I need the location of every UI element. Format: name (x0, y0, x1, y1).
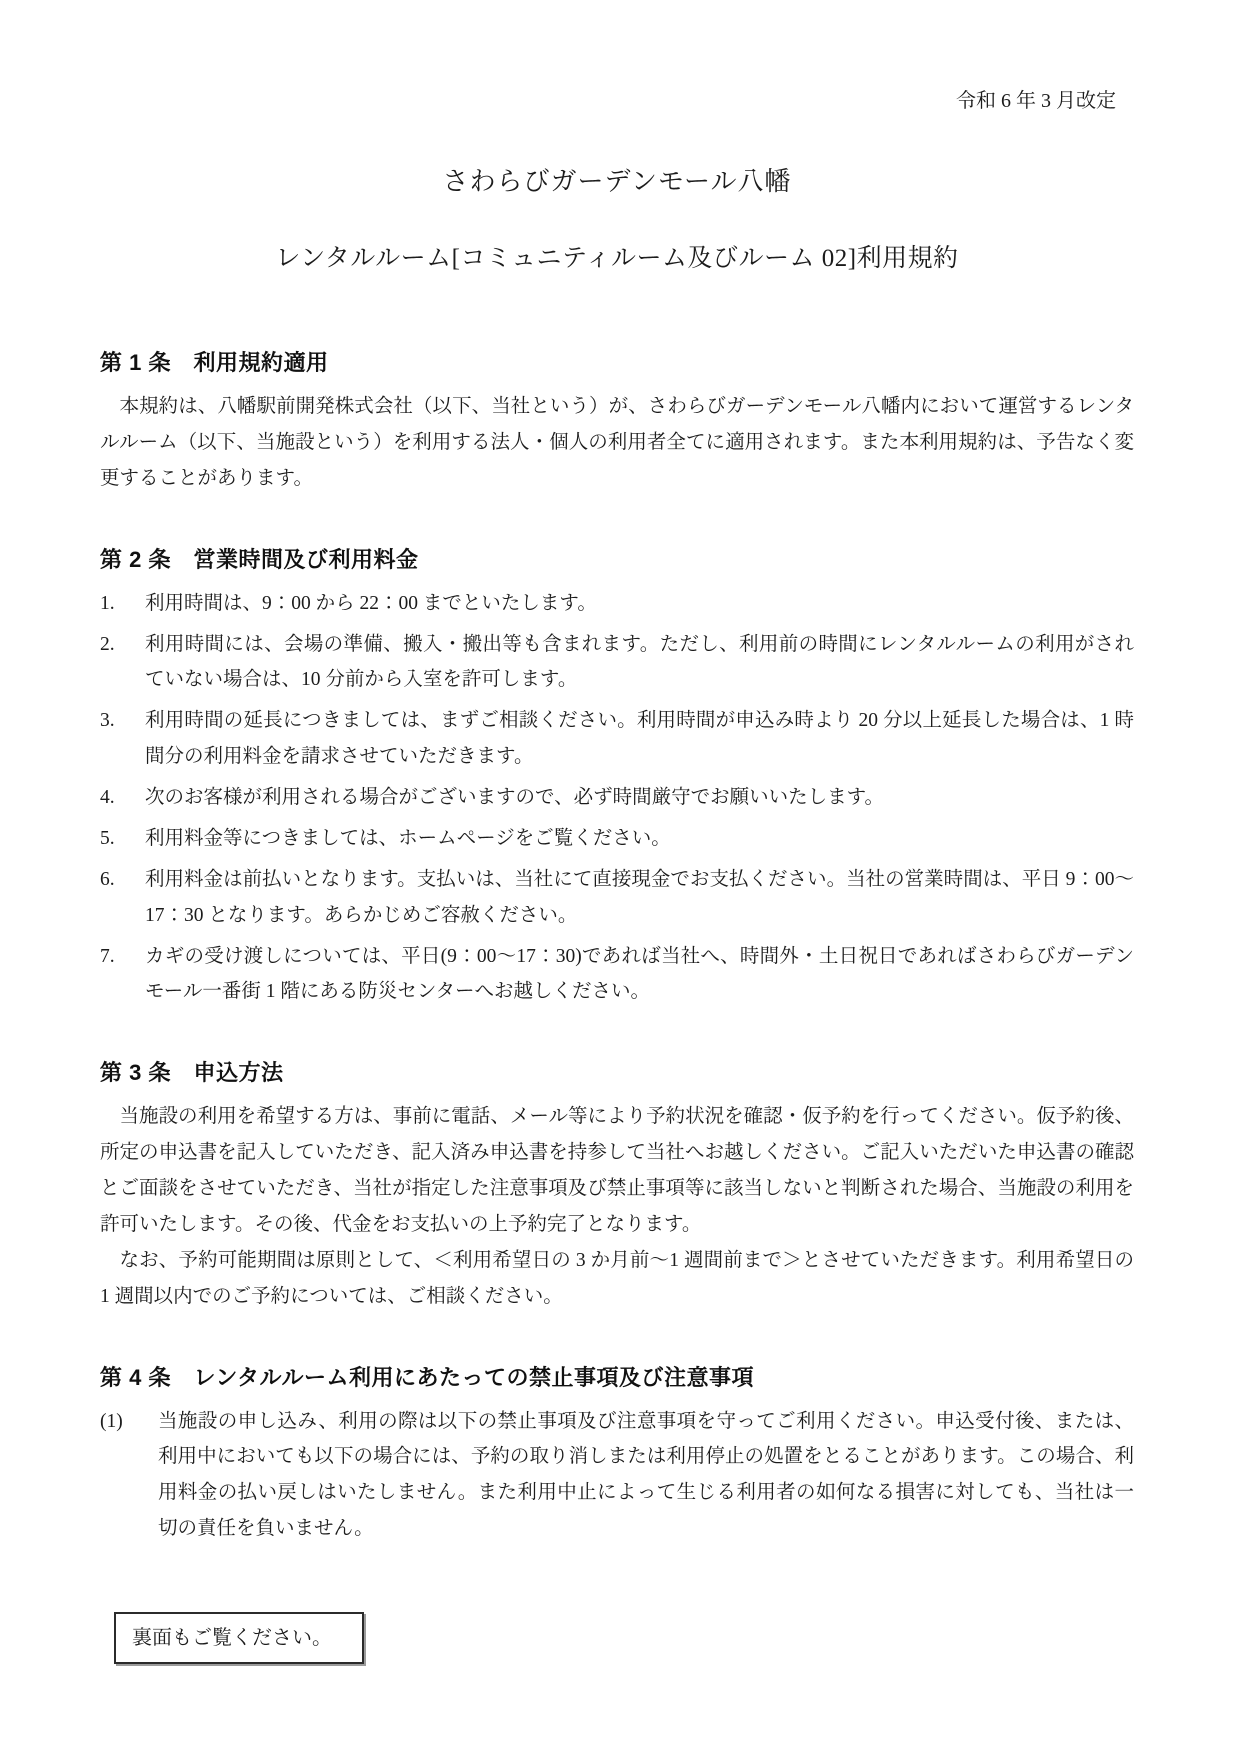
back-page-notice-text: 裏面もご覧ください。 (132, 1627, 332, 1649)
list-item-number: (1) (100, 1410, 123, 1432)
list-item (100, 821, 1134, 857)
article-1 (100, 346, 1134, 497)
list-item (100, 703, 1134, 775)
list-item-number: 2. (100, 633, 115, 655)
list-item (100, 586, 1134, 622)
article-3-paragraph: 当施設の利用を希望する方は、事前に電話、メール等により予約状況を確認・仮予約を行ってください。仮予約後、所定の申込書を記入していただき、記入済み申込書を持参して当社へお越しください。ご記入いただいた申込書の確認とご面談をさせていただき、当社が指定した注意事項及び禁止事項等に該当しないと判断された場合、当施設の利用を許可いたします。その後、代金をお支払いの上予約完了となります。 (100, 1106, 1134, 1235)
article-3-heading: 第 3 条 申込方法 (100, 1060, 284, 1086)
article-4-heading: 第 4 条 レンタルルーム利用にあたっての禁止事項及び注意事項 (100, 1364, 754, 1390)
list-item-number: 6. (100, 868, 115, 890)
list-item-text: 利用料金は前払いとなります。支払いは、当社にて直接現金でお支払ください。当社の営業時間は、平日 9：00～17：30 となります。あらかじめご容赦ください。 (145, 868, 1134, 926)
list-item-text: カギの受け渡しについては、平日(9：00～17：30)であれば当社へ、時間外・土日祝日であればさわらびガーデンモール一番街 1 階にある防災センターへお越しください。 (145, 945, 1134, 1003)
back-page-notice-box (114, 1612, 364, 1664)
list-item (100, 780, 1134, 816)
revision-date: 令和 6 年 3 月改定 (956, 90, 1116, 112)
article-4 (100, 1361, 1134, 1548)
list-item (100, 627, 1134, 699)
list-item (100, 862, 1134, 934)
list-item-text: 当施設の申し込み、利用の際は以下の禁止事項及び注意事項を守ってご利用ください。申込受付後、または、利用中においても以下の場合には、予約の取り消しまたは利用停止の処置をとることがあります。この場合、利用料金の払い戻しはいたしません。また利用中止によって生じる利用者の如何なる損害に対しても、当社は一切の責任を負いません。 (158, 1410, 1134, 1540)
list-item-text: 利用時間の延長につきましては、まずご相談ください。利用時間が申込み時より 20 分以上延長した場合は、1 時間分の利用料金を請求させていただきます。 (145, 710, 1134, 768)
list-item-number: 7. (100, 945, 115, 967)
article-3-paragraph: なお、予約可能期間は原則として、＜利用希望日の 3 か月前～1 週間前まで＞とさせていただきます。利用希望日の 1 週間以内でのご予約については、ご相談ください。 (100, 1249, 1134, 1307)
list-item-text: 利用時間は、9：00 から 22：00 までといたします。 (145, 592, 597, 614)
article-2-heading: 第 2 条 営業時間及び利用料金 (100, 546, 419, 572)
list-item-number: 1. (100, 592, 115, 614)
article-1-heading: 第 1 条 利用規約適用 (100, 350, 329, 375)
list-item-text: 次のお客様が利用される場合がございますので、必ず時間厳守でお願いいたします。 (145, 787, 885, 808)
document-subtitle: レンタルルーム[コミュニティルーム及びルーム 02]利用規約 (275, 245, 959, 272)
article-2 (100, 543, 1134, 1011)
list-item-number: 3. (100, 710, 115, 732)
list-item-number: 5. (100, 827, 115, 849)
document-title: さわらびガーデンモール八幡 (442, 167, 792, 196)
article-2-list (100, 586, 1134, 1011)
list-item-text: 利用時間には、会場の準備、搬入・搬出等も含まれます。ただし、利用前の時間にレンタルルームの利用がされていない場合は、10 分前から入室を許可します。 (145, 633, 1134, 691)
list-item (100, 1404, 1134, 1548)
list-item-text: 利用料金等につきましては、ホームページをご覧ください。 (145, 827, 671, 849)
list-item (100, 939, 1134, 1011)
list-item-number: 4. (100, 787, 115, 808)
article-1-paragraph: 本規約は、八幡駅前開発株式会社（以下、当社という）が、さわらびガーデンモール八幡内において運営するレンタルルーム（以下、当施設という）を利用する法人・個人の利用者全てに適用されます。また本利用規約は、予告なく変更することがあります。 (100, 396, 1135, 489)
article-3 (100, 1056, 1134, 1314)
